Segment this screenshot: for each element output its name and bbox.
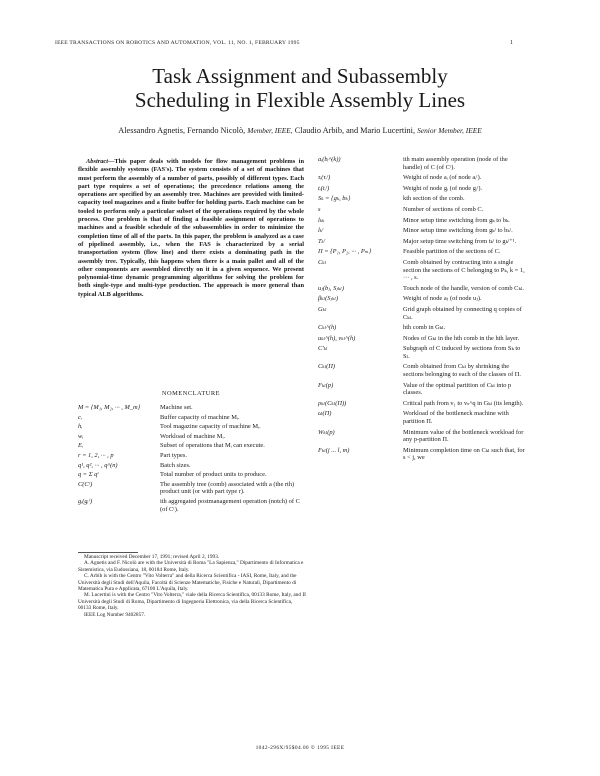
nomenclature-row: [318, 156, 528, 171]
footnote: A. Agnetis and F. Nicolò are with the Università di Roma "La Sapienza," Dipartimento di Informatica e Sistemistica, via Eudossiana, 18, 00184 Rome, Italy.: [78, 560, 304, 573]
author-list: [40, 126, 560, 135]
right-column-nomenclature: [318, 156, 528, 465]
nomenclature-symbol: Gₖₗ: [318, 305, 327, 313]
nomenclature-symbol: ρₖₗ(Cₖₗ(Π)): [318, 399, 347, 407]
nomenclature-row: [318, 345, 528, 360]
nomenclature-definition: Batch sizes.: [160, 461, 191, 469]
left-column: [78, 158, 304, 299]
nomenclature-symbol: Sₖ = {gₖ, bₖ}: [318, 195, 351, 203]
nomenclature-symbol: Eᵢ: [78, 442, 83, 450]
nomenclature-definition: Tool magazine capacity of machine Mᵢ.: [160, 423, 261, 431]
nomenclature-symbol: q = Σ qʳ: [78, 471, 99, 479]
nomenclature-definition: Minimum completion time on Cₖₗ such that, for s < j, we: [403, 446, 525, 462]
nomenclature-row: [318, 306, 528, 321]
nomenclature-symbol: r = 1, 2, ··· , p: [78, 451, 114, 459]
nomenclature-symbol: Fₖₗ(j ... l, m): [318, 446, 350, 454]
nomenclature-definition: Touch node of the handle, version of comb Cₖₗ.: [403, 284, 524, 292]
paper-title: [0, 64, 600, 112]
nomenclature-list-left: [78, 404, 306, 515]
nomenclature-definition: Subgraph of C induced by sections from Sₖ to Sₗ.: [403, 345, 521, 360]
nomenclature-definition: Part types.: [160, 451, 187, 459]
nomenclature-row: [318, 248, 528, 256]
nomenclature-definition: Weight of node aᵢ (of node aᵢʳ).: [403, 174, 482, 182]
nomenclature-row: [318, 400, 528, 408]
nomenclature-row: [78, 498, 306, 513]
nomenclature-symbol: Π = {P₁, P₂, ··· , Pₘ}: [318, 248, 372, 256]
nomenclature-definition: Nodes of Gₖₗ in the hth comb in the hth layer.: [403, 334, 520, 342]
nomenclature-symbol: hᵢ: [78, 423, 83, 431]
nomenclature-definition: Minimum value of the bottleneck workload for any p-partition Π.: [403, 428, 524, 444]
nomenclature-symbol: M = {M₁, M₂, ··· , M_m}: [78, 404, 141, 411]
nomenclature-row: [78, 433, 306, 441]
nomenclature-row: [78, 423, 306, 431]
nomenclature-definition: kth section of the comb.: [403, 195, 465, 203]
footnote: IEEE Log Number 9402857.: [84, 611, 146, 618]
nomenclature-symbol: C(Cʳ): [78, 480, 93, 488]
nomenclature-row: [78, 414, 306, 422]
abstract-body: This paper deals with models for flow management problems in flexible assembly systems (FAS's). The system consists of a set of machines that must perform the assembly of a number of parts, possibly of different types. Each part type requires a set of operations; the precedence relations among the operations are specified by an assembly tree. Machines are provided with limited-capacity tool magazines and a finite buffer for holding parts. Each machine can be tooled to perform only a particular subset of the operations required by the whole process. One problem is that of finding a feasible assignment of operations to machines and a feasible schedule of the subassemblies in order to minimize the completion time of all of the parts. In this paper, the problem is analyzed as a case of pipelined assembly, i.e., when the FAS is characterized by a serial transportation system (flow line) and there exists a dominating path in the assembly tree. Typically, this happens when there is a main pallet and all of the other components are assembled directly on it in a given sequence. We present polynomial-time dynamic programming algorithms for solving the problem for both single-type and multi-type production. The approach is more general than typical ALB algorithms.: [78, 158, 304, 298]
nomenclature-definition: Machine set.: [160, 404, 193, 411]
nomenclature-symbol: uₖₗ^(h), vₖₗ^(h): [318, 334, 356, 342]
nomenclature-symbol: Tₖʳ: [318, 237, 326, 245]
nomenclature-row: [78, 452, 306, 460]
nomenclature-row: [318, 206, 528, 214]
nomenclature-definition: Buffer capacity of machine Mᵢ.: [160, 413, 240, 421]
nomenclature-symbol: tᵢ(tᵢʳ): [318, 184, 330, 192]
nomenclature-definition: Minor setup time switching from gₖʳ to bₖʳ.: [403, 227, 513, 235]
nomenclature-row: [318, 174, 528, 182]
nomenclature-symbol: lₖₖ: [318, 216, 325, 224]
nomenclature-symbol: βₖₗ(Sⱼₖₗ): [318, 295, 339, 303]
footnote: M. Lucertini is with the Centro "Vito Volterra," viale della Ricerca Scientifica, 00133 Rome, Italy, and II Università degli Studi di Roma, Dipartimento di Ingegneria Elettronica, via della Ricerca Scientifica, 00133 Rome, Italy.: [78, 592, 306, 612]
nomenclature-definition: Minor setup time switching from gₖ to bₖ.: [403, 216, 510, 224]
author-names: Alessandro Agnetis, Fernando Nicolò,: [118, 126, 246, 135]
nomenclature-row: [318, 410, 528, 425]
nomenclature-row: [78, 404, 306, 412]
nomenclature-row: [318, 227, 528, 235]
copyright-line: 1042-296X/95$04.00 © 1995 IEEE: [255, 745, 345, 751]
nomenclature-symbol: Cₖₗ(Π): [318, 363, 336, 371]
nomenclature-symbol: Fₖₗ(p): [318, 381, 334, 389]
nomenclature-definition: ith aggregated postmanagement operation (notch) of C (of Cʳ).: [160, 497, 300, 513]
nomenclature-symbol: aᵢ(bᵢ^(k)): [318, 156, 341, 163]
nomenclature-row: [318, 195, 528, 203]
nomenclature-row: [318, 295, 528, 303]
nomenclature-definition: Subset of operations that Mᵢ can execute.: [160, 442, 265, 450]
nomenclature-definition: ith main assembly operation (node of the handle) of C (of Cʳ).: [403, 156, 508, 171]
nomenclature-definition: Total number of product units to produce.: [160, 471, 267, 479]
nomenclature-symbol: Cₖₗ^(h): [318, 324, 337, 332]
nomenclature-row: [318, 185, 528, 193]
nomenclature-definition: Feasible partition of the sections of C.: [403, 248, 501, 256]
nomenclature-symbol: lₖʳ: [318, 227, 324, 235]
nomenclature-row: [78, 442, 306, 450]
nomenclature-definition: Comb obtained by contracting into a single section the sections of C belonging to Pₖ, k = 1, ··· , s.: [403, 258, 525, 282]
nomenclature-definition: Value of the optimal partition of Cₖₗ into p classes.: [403, 381, 512, 397]
running-head: IEEE TRANSACTIONS ON ROBOTICS AND AUTOMATION, VOL. 11, NO. 1, FEBRUARY 1995: [55, 40, 300, 46]
nomenclature-symbol: uⱼ(bⱼ, Sⱼₖₗ): [318, 284, 344, 292]
footnote-divider: [78, 552, 138, 553]
nomenclature-definition: Number of sections of comb C.: [403, 205, 484, 213]
nomenclature-symbol: q¹, q², ··· , q^(n): [78, 461, 118, 469]
nomenclature-row: [318, 335, 528, 343]
footnotes: [78, 554, 306, 618]
nomenclature-row: [318, 382, 528, 397]
nomenclature-symbol: wᵢ: [78, 432, 84, 440]
page-number: 1: [510, 40, 513, 46]
author-senior-membership: Senior Member, IEEE: [417, 126, 482, 135]
nomenclature-row: [318, 285, 528, 293]
nomenclature-symbol: Cₖₗ: [318, 258, 327, 266]
title-line-2: Scheduling in Flexible Assembly Lines: [134, 88, 466, 112]
nomenclature-row: [318, 447, 528, 462]
footnote: C. Arbib is with the Centro "Vito Volterra" and della Ricerca Scientifica - IASI, Rome, Italy, and the Università degli Studi dell'Aquila, Facoltà di Scienze Matematiche, Fisiche e Naturali, Dipartimento di Matematica Pura e Applicata, 67100 L'Aquila, Italy.: [78, 573, 297, 593]
nomenclature-definition: Workload of machine Mᵢ.: [160, 432, 226, 440]
nomenclature-symbol: C′ₖₗ: [318, 345, 328, 353]
nomenclature-symbol: τᵢ(τᵢʳ): [318, 174, 331, 182]
nomenclature-symbol: cᵢ: [78, 413, 82, 421]
nomenclature-definition: Grid graph obtained by connecting q copies of Cₖₗ.: [403, 305, 522, 321]
nomenclature-row: [318, 363, 528, 378]
nomenclature-symbol: gᵢ(gᵢʳ): [78, 497, 93, 505]
nomenclature-definition: Workload of the bottleneck machine with partition Π.: [403, 410, 509, 426]
nomenclature-definition: hth comb in Gₖₗ.: [403, 324, 446, 332]
nomenclature-row: [318, 238, 528, 246]
nomenclature-row: [318, 429, 528, 444]
nomenclature-row: [78, 471, 306, 479]
nomenclature-symbol: s: [318, 205, 321, 213]
nomenclature-heading: NOMENCLATURE: [161, 390, 221, 397]
nomenclature-definition: Major setup time switching from tₖʳ to gₖʳ⁺¹.: [403, 237, 517, 245]
nomenclature-definition: Critical path from v₁ to vₛ^q in Gₖₗ (its length).: [403, 399, 524, 407]
nomenclature-row: [78, 481, 306, 496]
nomenclature-row: [318, 259, 528, 282]
nomenclature-definition: Comb obtained from Cₖₗ by shrinking the sections belonging to each of the classes of Π.: [403, 363, 522, 379]
nomenclature-symbol: Wₖₗ(p): [318, 428, 335, 436]
nomenclature-row: [318, 217, 528, 225]
footnote: Manuscript received December 17, 1991; revised April 2, 1993.: [84, 554, 220, 560]
title-line-1: Task Assignment and Subassembly: [152, 64, 448, 88]
nomenclature-definition: The assembly tree (comb) associated with a (the rth) product unit (or with part type r).: [160, 480, 295, 496]
nomenclature-definition: Weight of node gᵢ (of node gᵢʳ).: [403, 184, 483, 192]
abstract-lead: Abstract—: [86, 158, 115, 165]
nomenclature-symbol: ω(Π): [318, 410, 332, 418]
nomenclature-definition: Weight of node aⱼ (of node uⱼ).: [403, 295, 482, 303]
nomenclature-row: [78, 462, 306, 470]
author-membership: Member, IEEE,: [247, 126, 293, 135]
abstract: [78, 158, 304, 299]
nomenclature-row: [318, 324, 528, 332]
author-names-2: Claudio Arbib, and Mario Lucertini,: [294, 126, 416, 135]
